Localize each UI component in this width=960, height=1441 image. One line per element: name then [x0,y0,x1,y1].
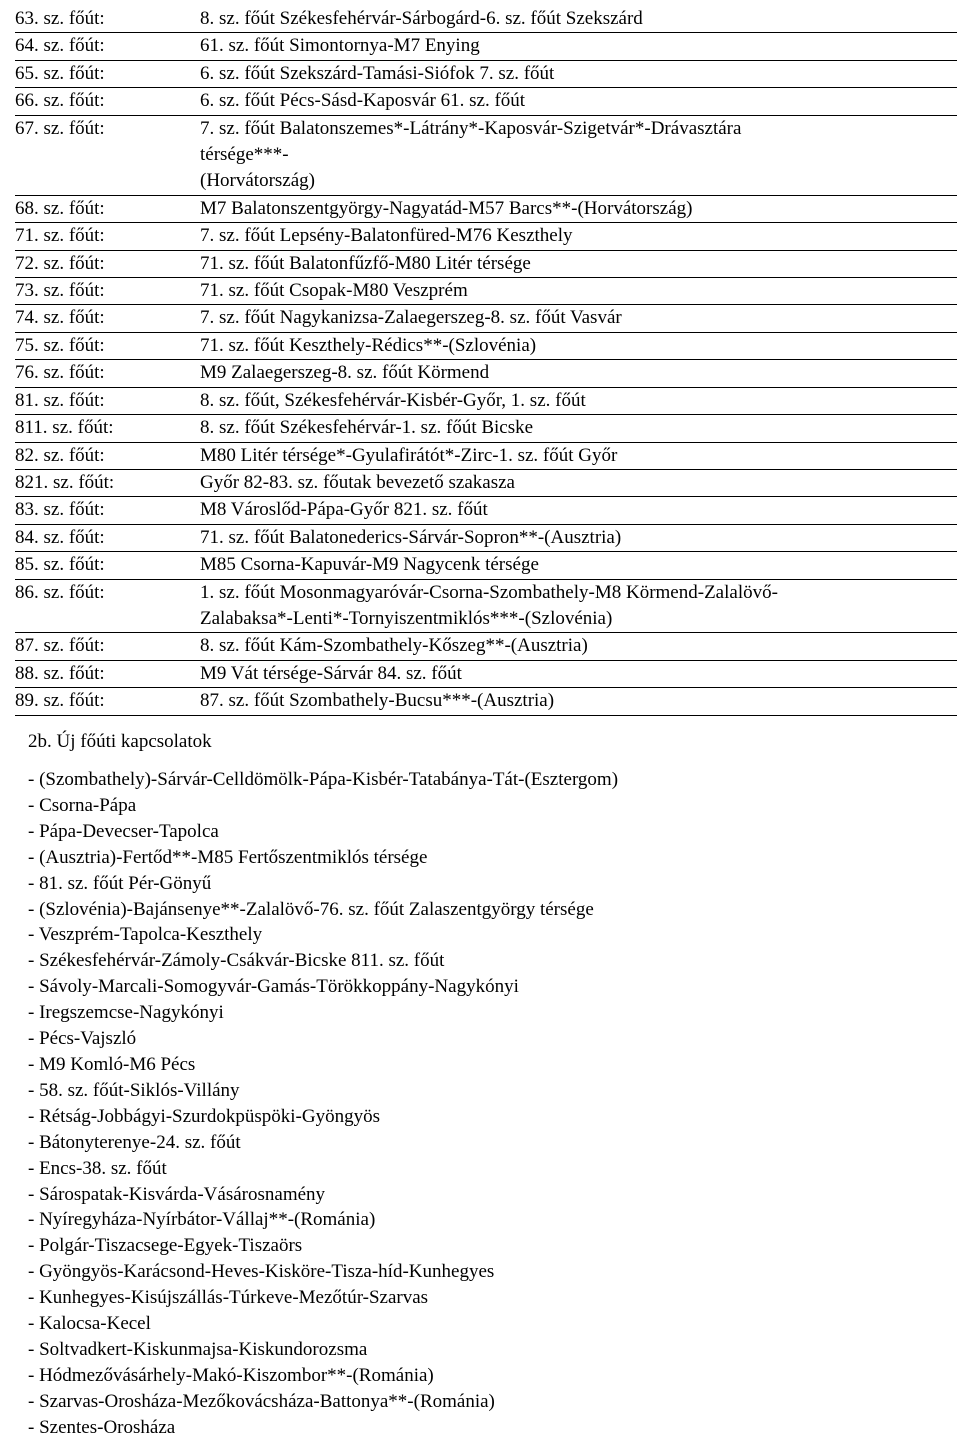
route-line: 6. sz. főút Pécs-Sásd-Kaposvár 61. sz. főút [200,90,526,112]
route-line: M9 Vát térsége-Sárvár 84. sz. főút [200,662,462,684]
road-table [15,6,957,716]
route-line: M80 Litér térsége*-Gyulafirátót*-Zirc-1. sz. főút Győr [200,444,618,466]
table-row [15,633,957,660]
route-description-cell [192,195,957,222]
route-line: 71. sz. főút Keszthely-Rédics**-(Szlovénia) [200,334,537,356]
route-description-cell [192,60,957,87]
road-number-cell: 84. sz. főút: [15,524,192,551]
route-description-cell [192,524,957,551]
route-description-cell [192,552,957,579]
route-line: 87. sz. főút Szombathely-Bucsu***-(Ausztria) [200,690,555,712]
table-row [15,305,957,332]
route-line: 71. sz. főút Balatonfűzfő-M80 Litér térsége [200,252,531,274]
table-row [15,579,957,633]
table-row [15,33,957,60]
table-row [15,688,957,715]
route-line: 8. sz. főút Kám-Szombathely-Kőszeg**-(Ausztria) [200,635,588,657]
route-line: M9 Zalaegerszeg-8. sz. főút Körmend [200,362,490,384]
route-line: 7. sz. főút Nagykanizsa-Zalaegerszeg-8. sz. főút Vasvár [200,307,622,329]
route-line: térsége***- [200,144,289,166]
route-line: 1. sz. főút Mosonmagyaróvár-Csorna-Szombathely-M8 Körmend-Zalalövő- [200,581,778,603]
route-description-cell [192,250,957,277]
road-number-cell: 72. sz. főút: [15,250,192,277]
road-number-cell: 81. sz. főút: [15,387,192,414]
table-row [15,360,957,387]
list-item: - Soltvadkert-Kiskunmajsa-Kiskundorozsma [28,1338,368,1360]
route-line: 7. sz. főút Lepsény-Balatonfüred-M76 Keszthely [200,225,573,247]
route-description-cell [192,223,957,250]
table-row [15,88,957,115]
road-number-cell: 85. sz. főút: [15,552,192,579]
route-description-cell [192,633,957,660]
list-item: - Szentes-Orosháza [28,1416,176,1438]
table-row [15,195,957,222]
route-description-cell [192,332,957,359]
connections-list [28,767,618,1441]
route-line: 71. sz. főút Balatonederics-Sárvár-Sopron**-(Ausztria) [200,526,622,548]
route-description-cell [192,305,957,332]
route-line: 71. sz. főút Csopak-M80 Veszprém [200,280,468,302]
road-number-cell: 67. sz. főút: [15,115,192,195]
road-number-cell: 87. sz. főút: [15,633,192,660]
table-row [15,6,957,33]
route-line: 8. sz. főút Székesfehérvár-1. sz. főút Bicske [200,417,534,439]
route-line: 8. sz. főút Székesfehérvár-Sárbogárd-6. sz. főút Szekszárd [200,8,643,29]
list-item: - Veszprém-Tapolca-Keszthely [28,924,263,946]
table-row [15,552,957,579]
road-number-cell: 66. sz. főút: [15,88,192,115]
route-description-cell [192,387,957,414]
list-item: - (Ausztria)-Fertőd**-M85 Fertőszentmiklós térsége [28,846,428,868]
list-item: - Gyöngyös-Karácsond-Heves-Kisköre-Tisza-híd-Kunhegyes [28,1261,495,1283]
route-description-cell [192,33,957,60]
list-item: - (Szlovénia)-Bajánsenye**-Zalalövő-76. sz. főút Zalaszentgyörgy térsége [28,898,594,920]
table-row [15,660,957,687]
route-line: M85 Csorna-Kapuvár-M9 Nagycenk térsége [200,554,539,576]
road-number-cell: 82. sz. főút: [15,442,192,469]
route-line: M8 Városlőd-Pápa-Győr 821. sz. főút [200,499,488,521]
list-item: - Rétság-Jobbágyi-Szurdokpüspöki-Gyöngyös [28,1105,380,1127]
route-line: 6. sz. főút Szekszárd-Tamási-Siófok 7. sz. főút [200,62,555,84]
road-number-cell: 89. sz. főút: [15,688,192,715]
route-description-cell [192,660,957,687]
route-description-cell [192,278,957,305]
route-description-cell [192,88,957,115]
road-number-cell: 76. sz. főút: [15,360,192,387]
section-heading: 2b. Új főúti kapcsolatok [28,731,212,752]
route-line: Zalabaksa*-Lenti*-Tornyiszentmiklós***-(Szlovénia) [200,607,613,629]
route-description-cell [192,6,957,33]
route-line: 61. sz. főút Simontornya-M7 Enying [200,35,480,57]
list-item: - Iregszemcse-Nagykónyi [28,1002,224,1024]
road-number-cell: 74. sz. főút: [15,305,192,332]
list-item: - Csorna-Pápa [28,794,137,816]
table-row [15,497,957,524]
table-row [15,415,957,442]
list-item: - Pécs-Vajszló [28,1028,137,1050]
list-item: - Hódmezővásárhely-Makó-Kiszombor**-(Románia) [28,1364,434,1386]
list-item: - Encs-38. sz. főút [28,1157,167,1179]
table-row [15,524,957,551]
road-number-cell: 88. sz. főút: [15,660,192,687]
table-row [15,223,957,250]
list-item: - Székesfehérvár-Zámoly-Csákvár-Bicske 811. sz. főút [28,950,445,972]
list-item: - M9 Komló-M6 Pécs [28,1053,196,1075]
list-item: - Pápa-Devecser-Tapolca [28,820,219,842]
list-item: - Bátonyterenye-24. sz. főút [28,1131,241,1153]
route-description-cell [192,442,957,469]
route-description-cell [192,415,957,442]
table-row [15,469,957,496]
table-row [15,250,957,277]
table-row [15,442,957,469]
route-description-cell [192,115,957,195]
route-description-cell [192,579,957,633]
road-number-cell: 65. sz. főút: [15,60,192,87]
road-number-cell: 75. sz. főút: [15,332,192,359]
table-row [15,387,957,414]
route-description-cell [192,360,957,387]
road-table-body [15,6,957,715]
road-number-cell: 71. sz. főút: [15,223,192,250]
route-line: Győr 82-83. sz. főutak bevezető szakasza [200,471,515,493]
route-line: M7 Balatonszentgyörgy-Nagyatád-M57 Barcs**-(Horvátország) [200,197,693,219]
list-item: - (Szombathely)-Sárvár-Celldömölk-Pápa-Kisbér-Tatabánya-Tát-(Esztergom) [28,769,619,790]
road-number-cell: 83. sz. főút: [15,497,192,524]
table-row [15,332,957,359]
list-item: - Sárospatak-Kisvárda-Vásárosnamény [28,1183,326,1205]
route-line: 7. sz. főút Balatonszemes*-Látrány*-Kaposvár-Szigetvár*-Drávasztára [200,117,742,139]
table-row [15,115,957,195]
route-description-cell [192,497,957,524]
road-number-cell: 64. sz. főút: [15,33,192,60]
table-row [15,60,957,87]
list-item: - Sávoly-Marcali-Somogyvár-Gamás-Törökkoppány-Nagykónyi [28,976,519,998]
list-item: - Kalocsa-Kecel [28,1313,151,1335]
list-item: - 58. sz. főút-Siklós-Villány [28,1079,240,1101]
road-number-cell: 821. sz. főút: [15,469,192,496]
route-description-cell [192,688,957,715]
list-item: - Nyíregyháza-Nyírbátor-Vállaj**-(Románia) [28,1209,376,1231]
road-number-cell: 73. sz. főút: [15,278,192,305]
route-description-cell [192,469,957,496]
road-number-cell: 68. sz. főút: [15,195,192,222]
route-line: (Horvátország) [200,170,316,192]
road-number-cell: 811. sz. főút: [15,415,192,442]
road-number-cell: 86. sz. főút: [15,579,192,633]
list-item: - Szarvas-Orosháza-Mezőkovácsháza-Battonya**-(Románia) [28,1390,495,1412]
list-item: - Kunhegyes-Kisújszállás-Túrkeve-Mezőtúr-Szarvas [28,1287,429,1309]
list-item: - 81. sz. főút Pér-Gönyű [28,872,212,894]
road-number-cell: 63. sz. főút: [15,6,192,33]
route-line: 8. sz. főút, Székesfehérvár-Kisbér-Győr, 1. sz. főút [200,389,586,411]
table-row [15,278,957,305]
list-item: - Polgár-Tiszacsege-Egyek-Tiszaörs [28,1235,303,1257]
